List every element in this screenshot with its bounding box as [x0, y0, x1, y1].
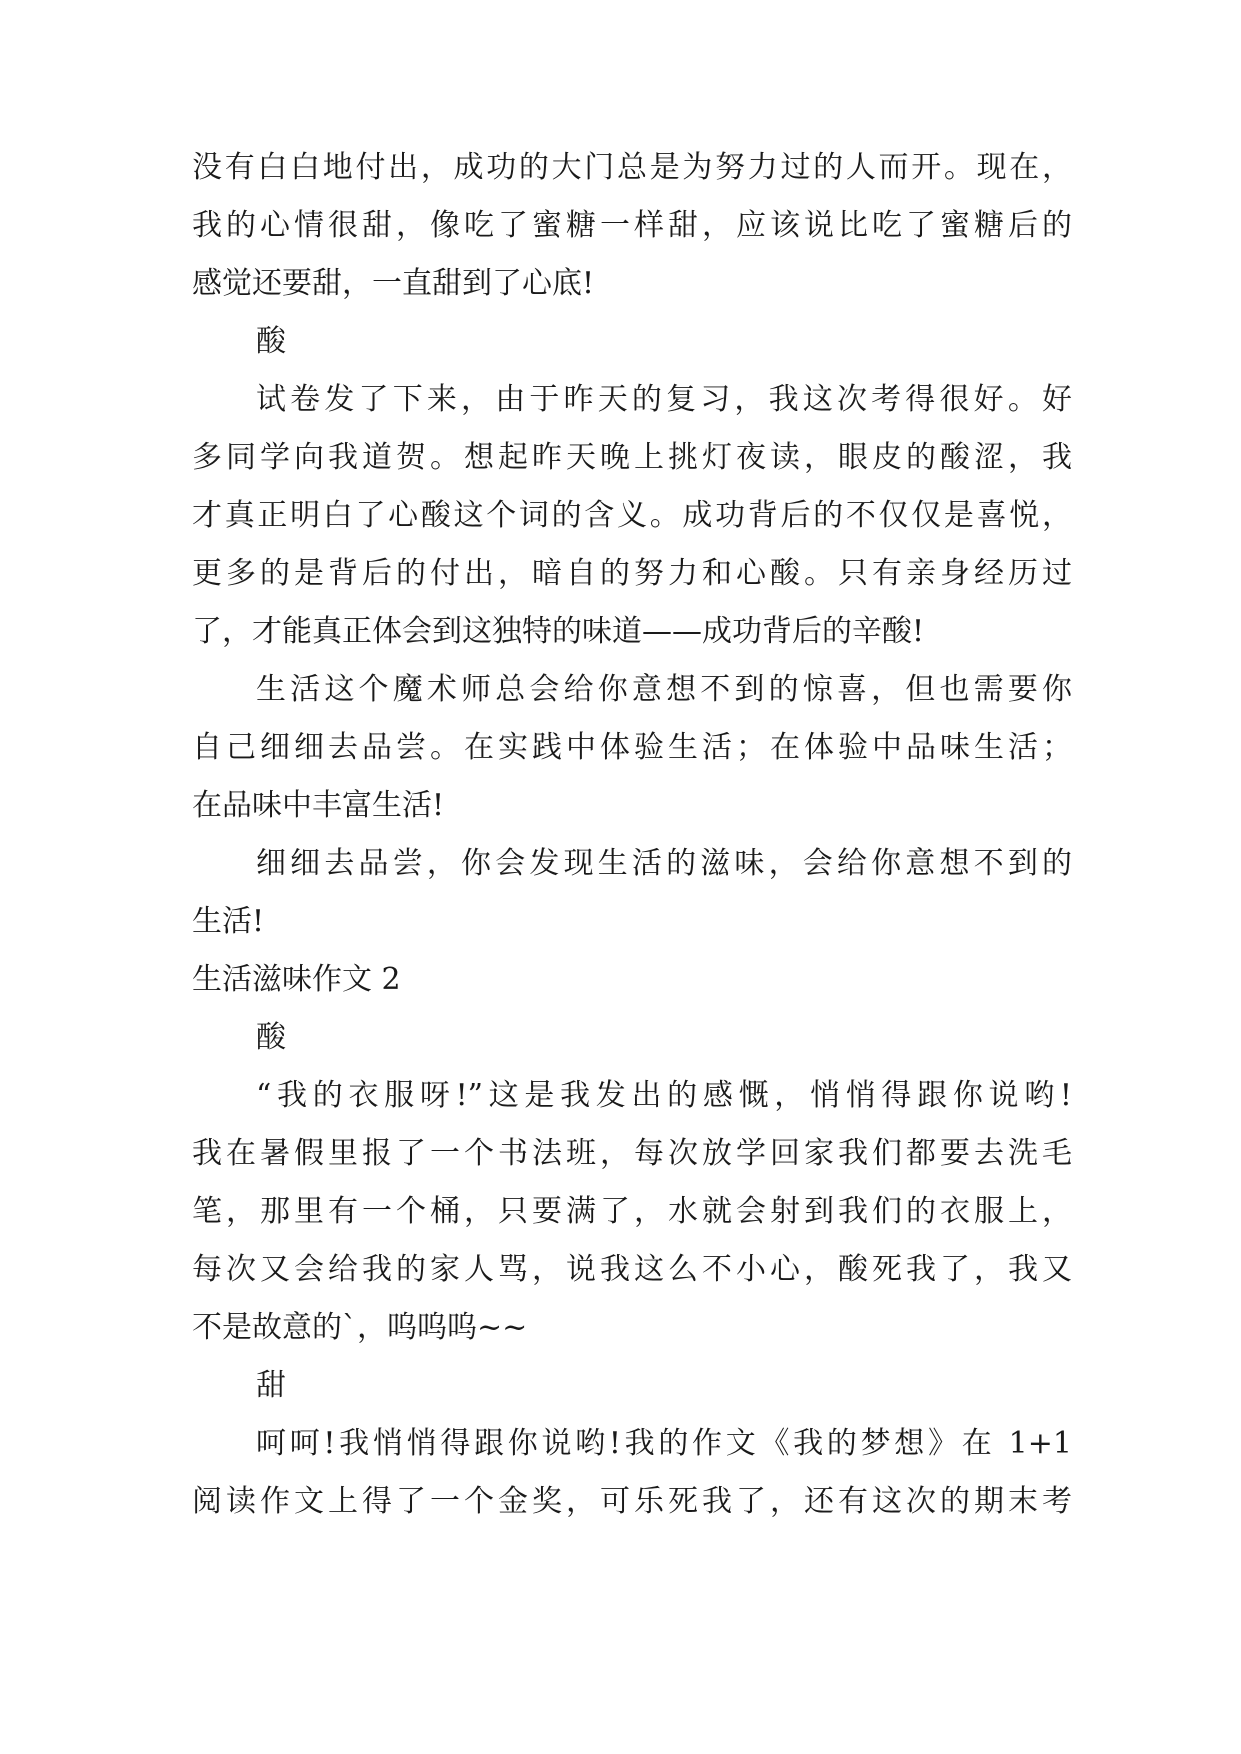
text-line: 才真正明白了心酸这个词的含义。成功背后的不仅仅是喜悦，: [192, 498, 1072, 533]
text-line: 感觉还要甜，一直甜到了心底!: [192, 266, 595, 301]
text-line: 我在暑假里报了一个书法班，每次放学回家我们都要去洗毛: [192, 1136, 1072, 1171]
text-line: 在品味中丰富生活!: [192, 788, 445, 823]
text-line: 生活!: [192, 904, 265, 939]
text-line: 不是故意的`，呜呜呜~~: [192, 1310, 528, 1345]
text-line: 没有白白地付出，成功的大门总是为努力过的人而开。现在，: [192, 150, 1072, 185]
text-line: 自己细细去品尝。在实践中体验生活；在体验中品味生活；: [192, 730, 1072, 765]
section-heading-sweet: 甜: [256, 1368, 286, 1403]
text-line: 阅读作文上得了一个金奖，可乐死我了，还有这次的期末考: [192, 1484, 1072, 1519]
text-line: 试卷发了下来，由于昨天的复习，我这次考得很好。好: [256, 382, 1072, 417]
section-heading-sour: 酸: [256, 1020, 286, 1055]
text-line: 了，才能真正体会到这独特的味道——成功背后的辛酸!: [192, 614, 925, 649]
text-line: 我的心情很甜，像吃了蜜糖一样甜，应该说比吃了蜜糖后的: [192, 208, 1072, 243]
text-line: 多同学向我道贺。想起昨天晚上挑灯夜读，眼皮的酸涩，我: [192, 440, 1072, 475]
text-line: “我的衣服呀!”这是我发出的感慨，悄悄得跟你说哟!: [256, 1078, 1072, 1113]
text-line: 更多的是背后的付出，暗自的努力和心酸。只有亲身经历过: [192, 556, 1072, 591]
text-line: 每次又会给我的家人骂，说我这么不小心，酸死我了，我又: [192, 1252, 1072, 1287]
section-heading-sour: 酸: [256, 324, 286, 359]
text-line: 呵呵!我悄悄得跟你说哟!我的作文《我的梦想》在 1+1: [256, 1426, 1072, 1461]
text-line: 笔，那里有一个桶，只要满了，水就会射到我们的衣服上，: [192, 1194, 1072, 1229]
essay-title: 生活滋味作文 2: [192, 962, 401, 997]
text-line: 细细去品尝，你会发现生活的滋味，会给你意想不到的: [256, 846, 1072, 881]
text-line: 生活这个魔术师总会给你意想不到的惊喜，但也需要你: [256, 672, 1072, 707]
